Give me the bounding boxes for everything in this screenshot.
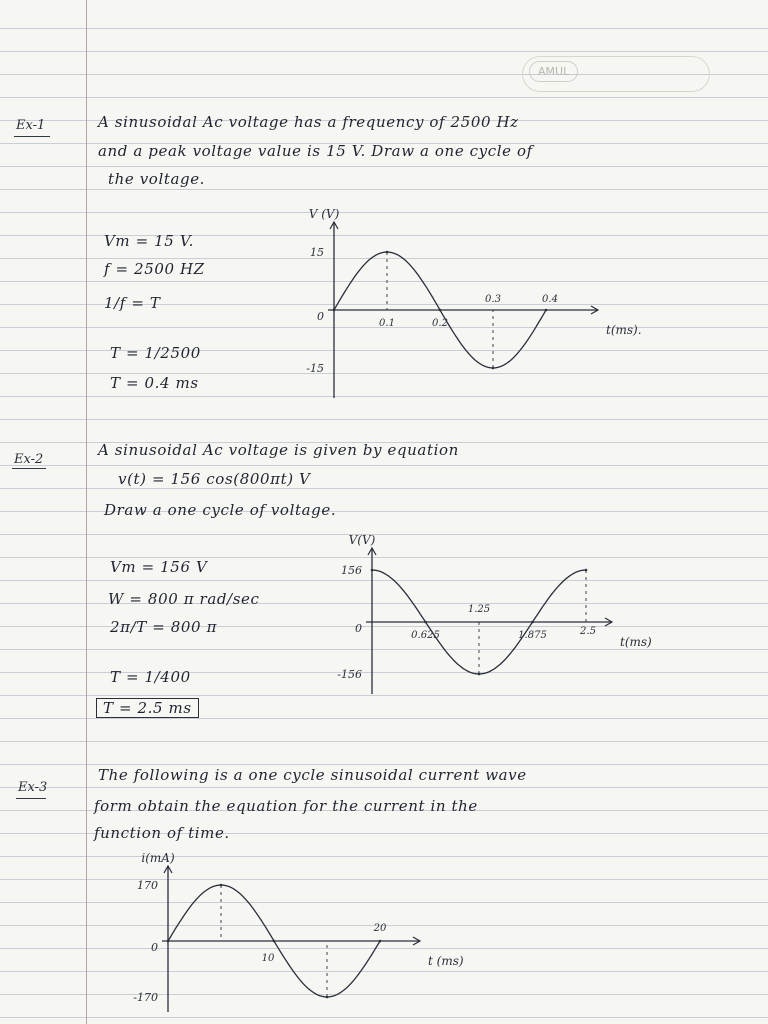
ex2-ytick-min: -156 xyxy=(337,668,362,681)
ex1-statement-line-3: the voltage. xyxy=(108,170,206,188)
ex2-point-1 xyxy=(424,621,427,624)
ex1-ytick-max: 15 xyxy=(310,246,324,259)
ex2-point-3 xyxy=(531,621,534,624)
ex3-point-4 xyxy=(379,940,382,943)
ex2-statement-line-1: A sinusoidal Ac voltage is given by equation xyxy=(98,441,459,459)
ex2-xtick-3: 2.5 xyxy=(580,626,596,637)
ex3-point-3 xyxy=(326,996,329,999)
ex1-label-underline xyxy=(14,136,50,137)
ex2-statement-line-3: Draw a one cycle of voltage. xyxy=(104,501,337,519)
ex3-point-0 xyxy=(167,940,170,943)
ex2-waveform xyxy=(372,570,586,674)
ex1-work-vm: Vm = 15 V. xyxy=(104,232,194,250)
ex2-ytick-max: 156 xyxy=(341,564,362,577)
ex1-point-2 xyxy=(439,309,442,312)
ex2-work-t-fraction: T = 1/400 xyxy=(110,668,191,686)
ex1-xtick-2: 0.3 xyxy=(485,294,501,305)
ex3-ytick-max: 170 xyxy=(137,879,158,892)
ex2-work-t-result-boxed: T = 2.5 ms xyxy=(96,698,199,718)
ex1-work-f: f = 2500 HZ xyxy=(104,260,205,278)
ex1-point-4 xyxy=(545,309,548,312)
brand-logo: AMUL xyxy=(529,61,578,82)
ex2-xtick-1: 1.25 xyxy=(467,604,491,615)
ex3-point-1 xyxy=(220,884,223,887)
ex1-xtick-3: 0.4 xyxy=(542,294,558,305)
ex1-label: Ex-1 xyxy=(16,118,46,133)
notebook-brand-stamp xyxy=(522,56,710,92)
ex1-xlabel: t(ms). xyxy=(606,323,642,337)
ex2-xtick-2: 1.875 xyxy=(518,630,547,641)
ex2-label-underline xyxy=(12,468,46,469)
ex3-xlabel: t (ms) xyxy=(428,954,464,968)
ex2-ytick-zero: 0 xyxy=(355,622,362,635)
ex3-ytick-zero: 0 xyxy=(151,941,158,954)
ex1-y-arrow xyxy=(330,222,338,229)
ex2-x-arrow xyxy=(605,618,612,626)
ex1-x-arrow xyxy=(591,306,598,314)
ex2-point-4 xyxy=(585,569,588,572)
ex1-xtick-1: 0.2 xyxy=(432,318,448,329)
ex1-ylabel: V (V) xyxy=(308,207,340,221)
ex3-x-arrow xyxy=(413,937,420,945)
ex2-work-relation: 2π/T = 800 π xyxy=(110,618,218,636)
ex1-point-1 xyxy=(386,251,389,254)
ex1-work-relation: 1/f = T xyxy=(104,294,161,312)
ex2-y-arrow xyxy=(368,548,376,555)
ex1-point-3 xyxy=(492,367,495,370)
ex3-label: Ex-3 xyxy=(18,780,48,795)
ex2-equation: v(t) = 156 cos(800πt) V xyxy=(118,470,311,488)
ex1-waveform xyxy=(334,252,546,368)
ex3-y-arrow xyxy=(164,866,172,873)
ex2-point-2 xyxy=(478,673,481,676)
ex1-xtick-0: 0.1 xyxy=(379,318,395,329)
ex3-statement-line-2: form obtain the equation for the current in the xyxy=(94,797,478,815)
ex3-statement-line-1: The following is a one cycle sinusoidal current wave xyxy=(98,766,527,784)
ex2-ylabel: V(V) xyxy=(348,533,376,547)
ex3-ytick-min: -170 xyxy=(133,991,158,1004)
ex1-work-t-result: T = 0.4 ms xyxy=(110,374,199,392)
ex3-waveform xyxy=(168,885,380,997)
ex1-point-0 xyxy=(333,309,336,312)
ex2-xtick-0: 0.625 xyxy=(411,630,440,641)
ex1-ytick-min: -15 xyxy=(306,362,324,375)
ex1-statement-line-2: and a peak voltage value is 15 V. Draw a one cycle of xyxy=(98,142,533,160)
ex3-xtick-1: 20 xyxy=(373,923,387,934)
ex3-point-2 xyxy=(273,940,276,943)
ex1-work-t-fraction: T = 1/2500 xyxy=(110,344,201,362)
ex3-label-underline xyxy=(16,798,46,799)
ex3-xtick-0: 10 xyxy=(261,953,275,964)
ex2-work-omega: W = 800 π rad/sec xyxy=(108,590,260,608)
ex1-statement-line-1: A sinusoidal Ac voltage has a frequency of 2500 Hz xyxy=(98,113,519,131)
ex3-statement-line-3: function of time. xyxy=(94,824,230,842)
ex3-ylabel: i(mA) xyxy=(141,851,175,865)
ex2-point-0 xyxy=(371,569,374,572)
margin-line xyxy=(86,0,87,1024)
ex1-ytick-zero: 0 xyxy=(317,310,324,323)
ex2-label: Ex-2 xyxy=(14,452,44,467)
ex2-work-vm: Vm = 156 V xyxy=(110,558,208,576)
ex2-xlabel: t(ms) xyxy=(620,635,652,649)
